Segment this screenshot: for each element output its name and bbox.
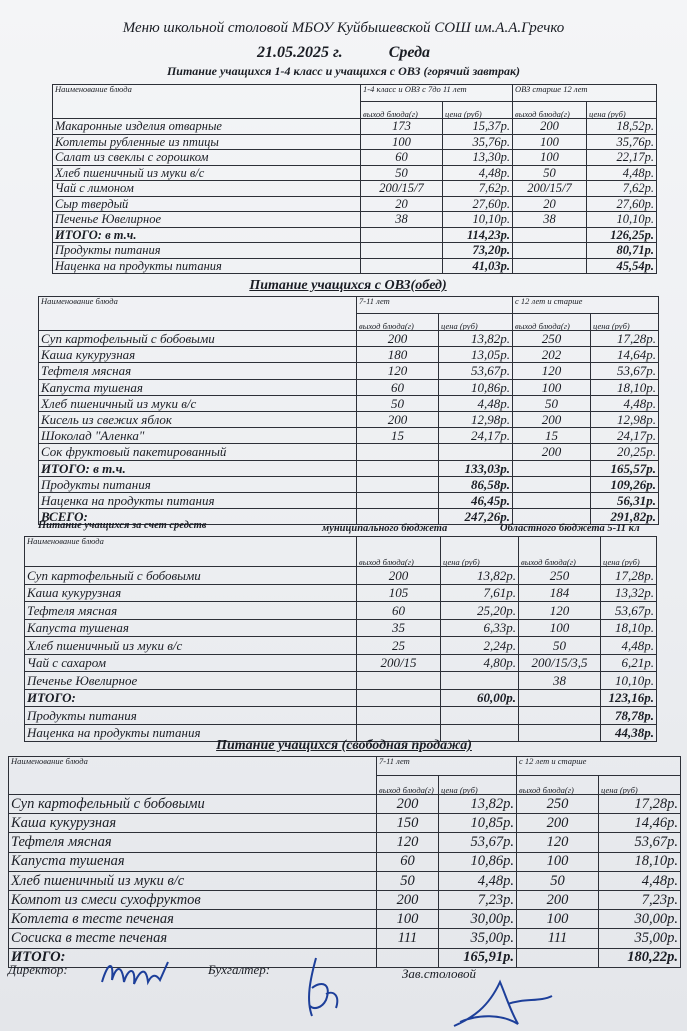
portion-b: 50 bbox=[513, 395, 591, 411]
dish-row bbox=[39, 331, 659, 347]
menu-date: 21.05.2025 г. bbox=[256, 44, 343, 61]
portion-a: 105 bbox=[357, 584, 441, 602]
total-value-b: 109,26р. bbox=[591, 476, 659, 492]
column-header-price: цена (руб) bbox=[587, 102, 657, 119]
portion-a: 50 bbox=[357, 395, 439, 411]
portion-b: 100 bbox=[517, 910, 599, 929]
dish-row bbox=[25, 654, 657, 672]
section-title: Питание учащихся (свободная продажа) bbox=[216, 738, 472, 753]
portion-a: 180 bbox=[357, 347, 439, 363]
total-value-a: 114,23р. bbox=[443, 227, 513, 243]
total-value-b: 80,71р. bbox=[587, 243, 657, 259]
total-value-b: 56,31р. bbox=[591, 492, 659, 508]
portion-b: 184 bbox=[519, 584, 601, 602]
column-header-price: цена (руб) bbox=[439, 776, 517, 795]
price-b: 7,62р. bbox=[587, 181, 657, 197]
price-b: 17,28р. bbox=[591, 331, 659, 347]
dish-row bbox=[53, 196, 657, 212]
menu-table bbox=[52, 84, 657, 274]
price-b: 30,00р. bbox=[599, 910, 681, 929]
portion-b: 250 bbox=[517, 795, 599, 814]
total-row bbox=[39, 476, 659, 492]
dish-row bbox=[39, 411, 659, 427]
dish-name: Чай с лимоном bbox=[53, 181, 361, 197]
dish-name: Капуста тушеная bbox=[39, 379, 357, 395]
price-a: 7,23р. bbox=[439, 890, 517, 909]
price-a: 4,48р. bbox=[439, 871, 517, 890]
price-b: 24,17р. bbox=[591, 428, 659, 444]
dish-row bbox=[9, 852, 681, 871]
portion-a: 111 bbox=[377, 929, 439, 948]
portion-a: 173 bbox=[361, 119, 443, 135]
total-value-b: 45,54р. bbox=[587, 258, 657, 274]
price-a: 7,62р. bbox=[443, 181, 513, 197]
column-header-price: цена (руб) bbox=[601, 537, 657, 567]
price-a: 10,85р. bbox=[439, 814, 517, 833]
empty-cell bbox=[513, 460, 591, 476]
empty-cell bbox=[517, 948, 599, 967]
portion-b: 38 bbox=[519, 672, 601, 690]
dish-row bbox=[39, 444, 659, 460]
price-a: 24,17р. bbox=[439, 428, 513, 444]
price-b: 12,98р. bbox=[591, 411, 659, 427]
dish-row bbox=[9, 929, 681, 948]
price-b: 18,10р. bbox=[599, 852, 681, 871]
empty-cell bbox=[377, 948, 439, 967]
total-label: ВСЕГО: bbox=[39, 509, 357, 525]
budget-title-right: Областного бюджета 5-11 кл bbox=[500, 523, 640, 534]
menu-table bbox=[8, 756, 681, 968]
price-b: 53,67р. bbox=[599, 833, 681, 852]
dish-name: Сосиска в тесте печеная bbox=[9, 929, 377, 948]
price-b: 18,10р. bbox=[601, 619, 657, 637]
menu-weekday: Среда bbox=[388, 44, 430, 61]
canteen-head-label: Зав.столовой bbox=[402, 966, 476, 981]
total-value-b: 165,57р. bbox=[591, 460, 659, 476]
total-row bbox=[53, 243, 657, 259]
budget-title-mid: муниципального бюджета bbox=[322, 523, 448, 534]
dish-name: Хлеб пшеничный из муки в/с bbox=[25, 637, 357, 655]
dish-name: Каша кукурузная bbox=[9, 814, 377, 833]
portion-b: 50 bbox=[513, 165, 587, 181]
column-header-name: Наименование блюда bbox=[39, 297, 357, 331]
price-b: 27,60р. bbox=[587, 196, 657, 212]
section-title: Питание учащихся с ОВЗ(обед) bbox=[249, 278, 447, 293]
portion-a: 60 bbox=[377, 852, 439, 871]
total-value-a: 165,91р. bbox=[439, 948, 517, 967]
column-header-price: цена (руб) bbox=[443, 102, 513, 119]
empty-cell bbox=[513, 258, 587, 274]
empty-cell bbox=[361, 258, 443, 274]
total-value-b: 180,22р. bbox=[599, 948, 681, 967]
total-value-b: 291,82р. bbox=[591, 509, 659, 525]
portion-b: 250 bbox=[519, 567, 601, 585]
price-a: 53,67р. bbox=[439, 833, 517, 852]
price-a: 30,00р. bbox=[439, 910, 517, 929]
canteen-head-signature bbox=[448, 968, 558, 1030]
price-a: 4,48р. bbox=[439, 395, 513, 411]
portion-a: 200/15/7 bbox=[361, 181, 443, 197]
table-group-header bbox=[39, 297, 659, 314]
empty-cell bbox=[513, 243, 587, 259]
portion-a: 15 bbox=[357, 428, 439, 444]
total-label: Наценка на продукты питания bbox=[53, 258, 361, 274]
dish-name: Макаронные изделия отварные bbox=[53, 119, 361, 135]
portion-a: 120 bbox=[357, 363, 439, 379]
empty-cell bbox=[513, 227, 587, 243]
total-value-a: 73,20р. bbox=[443, 243, 513, 259]
portion-b: 200 bbox=[517, 814, 599, 833]
dish-name: Каша кукурузная bbox=[39, 347, 357, 363]
price-a: 10,10р. bbox=[443, 212, 513, 228]
portion-b: 250 bbox=[513, 331, 591, 347]
age-group-b-header: с 12 лет и старше bbox=[517, 757, 681, 776]
column-header-price: цена (руб) bbox=[439, 314, 513, 331]
age-group-a-header: 1-4 класс и ОВЗ с 7до 11 лет bbox=[361, 85, 513, 102]
price-b: 10,10р. bbox=[587, 212, 657, 228]
portion-b: 120 bbox=[513, 363, 591, 379]
dish-name: Тефтеля мясная bbox=[9, 833, 377, 852]
portion-b: 20 bbox=[513, 196, 587, 212]
price-b: 20,25р. bbox=[591, 444, 659, 460]
total-label: Продукты питания bbox=[53, 243, 361, 259]
age-group-b-header: ОВЗ старше 12 лет bbox=[513, 85, 657, 102]
portion-b: 100 bbox=[513, 379, 591, 395]
portion-a bbox=[357, 672, 441, 690]
empty-cell bbox=[513, 492, 591, 508]
price-a: 35,00р. bbox=[439, 929, 517, 948]
column-header-name: Наименование блюда bbox=[53, 85, 361, 119]
price-a: 12,98р. bbox=[439, 411, 513, 427]
portion-a: 100 bbox=[377, 910, 439, 929]
column-header-output: выход блюда(г) bbox=[519, 537, 601, 567]
portion-a: 200 bbox=[377, 890, 439, 909]
portion-a: 200/15 bbox=[357, 654, 441, 672]
portion-b: 200 bbox=[513, 411, 591, 427]
empty-cell bbox=[513, 476, 591, 492]
dish-name: Суп картофельный с бобовыми bbox=[25, 567, 357, 585]
dish-row bbox=[9, 910, 681, 929]
portion-a: 25 bbox=[357, 637, 441, 655]
column-header-output: выход блюда(г) bbox=[513, 102, 587, 119]
dish-name: Капуста тушеная bbox=[9, 852, 377, 871]
price-a: 10,86р. bbox=[439, 852, 517, 871]
age-group-b-header: с 12 лет и старше bbox=[513, 297, 659, 314]
dish-row bbox=[39, 428, 659, 444]
document-date-line bbox=[0, 44, 687, 62]
price-b: 13,32р. bbox=[601, 584, 657, 602]
portion-b: 200/15/3,5 bbox=[519, 654, 601, 672]
portion-b: 200 bbox=[513, 444, 591, 460]
total-value-a: 46,45р. bbox=[439, 492, 513, 508]
column-header-output: выход блюда(г) bbox=[361, 102, 443, 119]
price-b: 4,48р. bbox=[591, 395, 659, 411]
portion-a: 200 bbox=[357, 567, 441, 585]
price-a: 7,61р. bbox=[441, 584, 519, 602]
total-label: Продукты питания bbox=[25, 707, 357, 725]
empty-cell bbox=[357, 707, 441, 725]
column-header-name: Наименование блюда bbox=[25, 537, 357, 567]
portion-b: 100 bbox=[513, 150, 587, 166]
total-value-a: 41,03р. bbox=[443, 258, 513, 274]
portion-b: 100 bbox=[517, 852, 599, 871]
total-label: ИТОГО: в т.ч. bbox=[39, 460, 357, 476]
total-value-a: 60,00р. bbox=[441, 689, 519, 707]
dish-name: Каша кукурузная bbox=[25, 584, 357, 602]
age-group-a-header: 7-11 лет bbox=[357, 297, 513, 314]
portion-a: 38 bbox=[361, 212, 443, 228]
price-b: 4,48р. bbox=[587, 165, 657, 181]
price-b: 10,10р. bbox=[601, 672, 657, 690]
total-value-a: 247,26р. bbox=[439, 509, 513, 525]
dish-row bbox=[53, 134, 657, 150]
dish-row bbox=[25, 672, 657, 690]
price-a: 4,48р. bbox=[443, 165, 513, 181]
price-a bbox=[441, 672, 519, 690]
price-b: 53,67р. bbox=[591, 363, 659, 379]
dish-row bbox=[25, 637, 657, 655]
dish-name: Котлеты рубленные из птицы bbox=[53, 134, 361, 150]
price-b: 53,67р. bbox=[601, 602, 657, 620]
price-b: 4,48р. bbox=[599, 871, 681, 890]
dish-name: Тефтеля мясная bbox=[39, 363, 357, 379]
dish-name: Чай с сахаром bbox=[25, 654, 357, 672]
table-group-header bbox=[53, 85, 657, 102]
portion-a: 35 bbox=[357, 619, 441, 637]
document-subtitle: Питание учащихся 1-4 класс и учащихся с ОВЗ (горячий завтрак) bbox=[166, 64, 521, 78]
column-header-price: цена (руб) bbox=[591, 314, 659, 331]
portion-a: 100 bbox=[361, 134, 443, 150]
portion-a: 60 bbox=[357, 602, 441, 620]
empty-cell bbox=[357, 689, 441, 707]
total-label: Наценка на продукты питания bbox=[25, 724, 357, 742]
dish-row bbox=[25, 567, 657, 585]
portion-a: 50 bbox=[377, 871, 439, 890]
dish-row bbox=[9, 890, 681, 909]
budget-title-left: Питание учащихся за счет средств bbox=[38, 520, 207, 531]
portion-b: 50 bbox=[519, 637, 601, 655]
price-a: 13,82р. bbox=[439, 331, 513, 347]
total-row bbox=[39, 460, 659, 476]
portion-b: 15 bbox=[513, 428, 591, 444]
total-value-a: 133,03р. bbox=[439, 460, 513, 476]
price-a: 53,67р. bbox=[439, 363, 513, 379]
total-row bbox=[53, 227, 657, 243]
dish-row bbox=[39, 363, 659, 379]
portion-b: 200/15/7 bbox=[513, 181, 587, 197]
portion-a: 200 bbox=[377, 795, 439, 814]
dish-name: Салат из свеклы с горошком bbox=[53, 150, 361, 166]
total-value-b: 44,38р. bbox=[601, 724, 657, 742]
portion-a: 200 bbox=[357, 411, 439, 427]
price-b: 18,10р. bbox=[591, 379, 659, 395]
portion-b: 202 bbox=[513, 347, 591, 363]
portion-a: 50 bbox=[361, 165, 443, 181]
dish-name: Суп картофельный с бобовыми bbox=[39, 331, 357, 347]
price-b: 17,28р. bbox=[599, 795, 681, 814]
dish-row bbox=[53, 181, 657, 197]
portion-b: 111 bbox=[517, 929, 599, 948]
portion-a: 60 bbox=[361, 150, 443, 166]
dish-name: Капуста тушеная bbox=[25, 619, 357, 637]
price-b: 18,52р. bbox=[587, 119, 657, 135]
total-label: Продукты питания bbox=[39, 476, 357, 492]
dish-row bbox=[53, 119, 657, 135]
empty-cell bbox=[357, 476, 439, 492]
price-a: 4,80р. bbox=[441, 654, 519, 672]
column-header-price: цена (руб) bbox=[599, 776, 681, 795]
total-row bbox=[53, 258, 657, 274]
portion-a: 60 bbox=[357, 379, 439, 395]
price-b: 6,21р. bbox=[601, 654, 657, 672]
price-b: 7,23р. bbox=[599, 890, 681, 909]
dish-row bbox=[25, 619, 657, 637]
dish-row bbox=[39, 347, 659, 363]
portion-a: 120 bbox=[377, 833, 439, 852]
dish-name: Суп картофельный с бобовыми bbox=[9, 795, 377, 814]
portion-b: 120 bbox=[519, 602, 601, 620]
portion-b: 120 bbox=[517, 833, 599, 852]
price-b: 4,48р. bbox=[601, 637, 657, 655]
total-label: ИТОГО: в т.ч. bbox=[53, 227, 361, 243]
dish-row bbox=[9, 871, 681, 890]
dish-name: Компот из смеси сухофруктов bbox=[9, 890, 377, 909]
empty-cell bbox=[519, 707, 601, 725]
dish-row bbox=[25, 602, 657, 620]
empty-cell bbox=[361, 243, 443, 259]
portion-b: 38 bbox=[513, 212, 587, 228]
dish-name: Тефтеля мясная bbox=[25, 602, 357, 620]
total-value-a: 86,58р. bbox=[439, 476, 513, 492]
price-a: 13,05р. bbox=[439, 347, 513, 363]
portion-b: 200 bbox=[513, 119, 587, 135]
table-column-header bbox=[25, 537, 657, 567]
dish-name: Сыр твердый bbox=[53, 196, 361, 212]
total-label: ИТОГО: bbox=[9, 948, 377, 967]
empty-cell bbox=[357, 460, 439, 476]
menu-table bbox=[38, 296, 659, 525]
column-header-output: выход блюда(г) bbox=[357, 537, 441, 567]
price-a: 6,33р. bbox=[441, 619, 519, 637]
director-signature bbox=[98, 952, 178, 996]
price-b: 14,64р. bbox=[591, 347, 659, 363]
price-a bbox=[439, 444, 513, 460]
dish-name: Хлеб пшеничный из муки в/с bbox=[9, 871, 377, 890]
column-header-output: выход блюда(г) bbox=[377, 776, 439, 795]
portion-a: 150 bbox=[377, 814, 439, 833]
total-value-b: 126,25р. bbox=[587, 227, 657, 243]
price-a: 10,86р. bbox=[439, 379, 513, 395]
accountant-signature bbox=[296, 950, 356, 1025]
dish-row bbox=[9, 814, 681, 833]
column-header-output: выход блюда(г) bbox=[513, 314, 591, 331]
portion-a bbox=[357, 444, 439, 460]
dish-name: Хлеб пшеничный из муки в/с bbox=[53, 165, 361, 181]
dish-name: Печенье Ювелирное bbox=[25, 672, 357, 690]
portion-b: 50 bbox=[517, 871, 599, 890]
portion-a: 200 bbox=[357, 331, 439, 347]
total-value-b: 123,16р. bbox=[601, 689, 657, 707]
age-group-a-header: 7-11 лет bbox=[377, 757, 517, 776]
price-b: 22,17р. bbox=[587, 150, 657, 166]
empty-cell bbox=[519, 689, 601, 707]
dish-name: Печенье Ювелирное bbox=[53, 212, 361, 228]
dish-name: Хлеб пшеничный из муки в/с bbox=[39, 395, 357, 411]
portion-b: 200 bbox=[517, 890, 599, 909]
price-a: 25,20р. bbox=[441, 602, 519, 620]
price-a: 2,24р. bbox=[441, 637, 519, 655]
price-b: 35,00р. bbox=[599, 929, 681, 948]
table-group-header bbox=[9, 757, 681, 776]
dish-row bbox=[53, 212, 657, 228]
dish-row bbox=[25, 584, 657, 602]
price-b: 35,76р. bbox=[587, 134, 657, 150]
dish-name: Кисель из свежих яблок bbox=[39, 411, 357, 427]
dish-row bbox=[53, 165, 657, 181]
column-header-output: выход блюда(г) bbox=[517, 776, 599, 795]
dish-name: Шоколад "Аленка" bbox=[39, 428, 357, 444]
total-row bbox=[25, 707, 657, 725]
menu-table bbox=[24, 536, 657, 742]
total-label: Наценка на продукты питания bbox=[39, 492, 357, 508]
price-a: 13,82р. bbox=[439, 795, 517, 814]
dish-row bbox=[9, 795, 681, 814]
price-a: 13,30р. bbox=[443, 150, 513, 166]
portion-a: 20 bbox=[361, 196, 443, 212]
accountant-label: Бухгалтер: bbox=[208, 962, 271, 977]
price-a: 15,37р. bbox=[443, 119, 513, 135]
empty-cell bbox=[357, 492, 439, 508]
price-a: 13,82р. bbox=[441, 567, 519, 585]
dish-row bbox=[39, 379, 659, 395]
total-row bbox=[39, 492, 659, 508]
total-row bbox=[25, 689, 657, 707]
dish-row bbox=[53, 150, 657, 166]
portion-b: 100 bbox=[513, 134, 587, 150]
dish-row bbox=[9, 833, 681, 852]
empty-cell bbox=[361, 227, 443, 243]
column-header-price: цена (руб) bbox=[441, 537, 519, 567]
dish-row bbox=[39, 395, 659, 411]
total-value-a bbox=[441, 707, 519, 725]
portion-b: 100 bbox=[519, 619, 601, 637]
column-header-output: выход блюда(г) bbox=[357, 314, 439, 331]
column-header-name: Наименование блюда bbox=[9, 757, 377, 795]
price-b: 14,46р. bbox=[599, 814, 681, 833]
dish-name: Сок фруктовый пакетированный bbox=[39, 444, 357, 460]
total-value-b: 78,78р. bbox=[601, 707, 657, 725]
document-title: Меню школьной столовой МБОУ Куйбышевской СОШ им.А.А.Гречко bbox=[122, 20, 565, 36]
price-a: 35,76р. bbox=[443, 134, 513, 150]
price-b: 17,28р. bbox=[601, 567, 657, 585]
total-label: ИТОГО: bbox=[25, 689, 357, 707]
dish-name: Котлета в тесте печеная bbox=[9, 910, 377, 929]
price-a: 27,60р. bbox=[443, 196, 513, 212]
director-label: Директор: bbox=[8, 962, 68, 977]
